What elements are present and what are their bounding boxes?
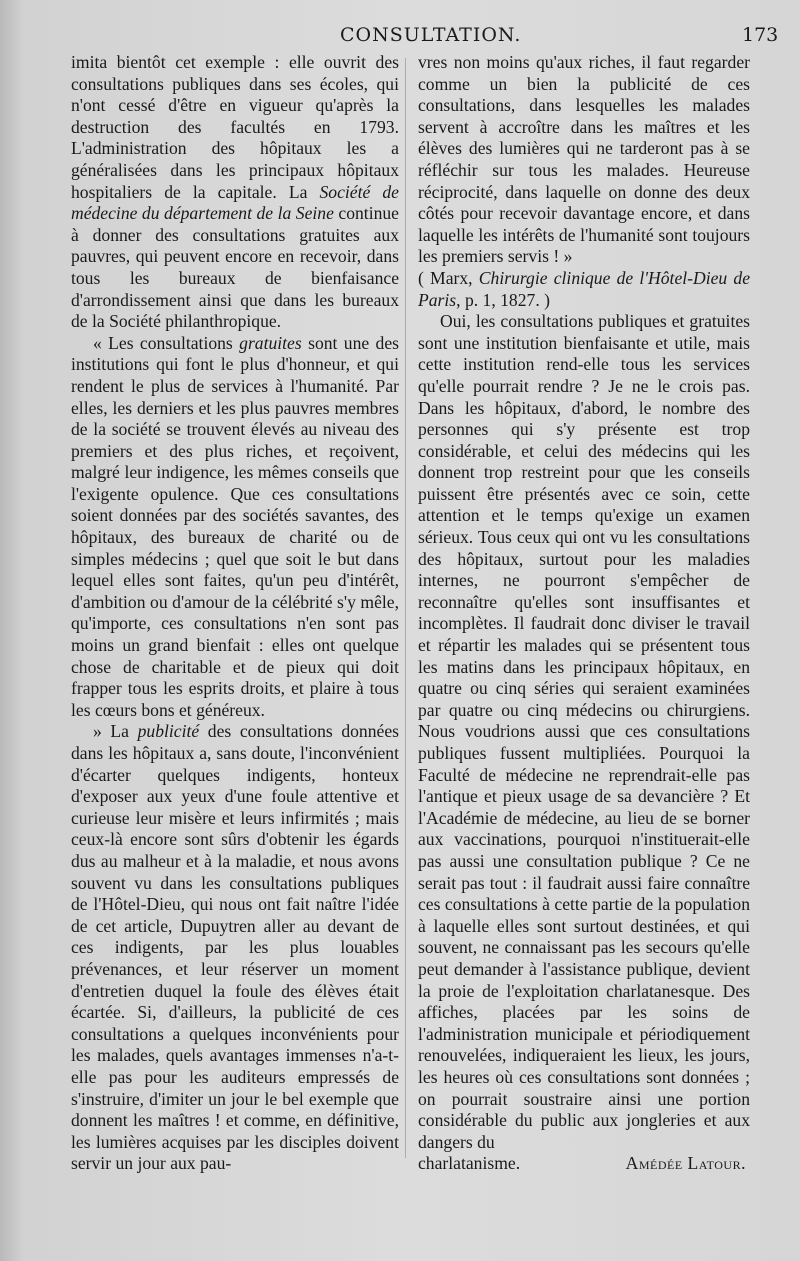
last-word: charlatanisme. [418, 1153, 521, 1174]
paragraph-2-end: sont une des institutions qui font le plus d'honneur, et qui rendent le plus de services à l'humanité. Par elles, les derniers et les plus pauvres membres de la société se trouvent élevés au niveau des premiers et des plus riches, et reçoivent, malgré leur indigence, les mêmes conseils que l'exigente opulence. Que ces consultations soient données par des sociétés savantes, des hôpitaux, des bureaux de charité ou de simples médecins ; quel que soit le but dans lequel elles sont faites, qu'un peu d'intérêt, d'ambition ou d'amour de la célébrité s'y mêle, qu'importe, ces consultations n'en sont pas moins un grand bienfait : elles ont quelque chose de charitable et de pieux qui doit frapper tous les esprits droits, et plaire à tous les cœurs bons et généreux. [71, 332, 400, 720]
quote-continuation: vres non moins qu'aux riches, il faut regarder comme un bien la publicité de ces consultations, dans lesquelles les malades servent à accroître dans les maîtres et les élèves des lumières qui ne tarderont pas à se réfléchir sur tous les malades. Heureuse réciprocité, dans laquelle on donne des deux côtés pour recevoir davantage encore, et dans laquelle les intérêts de l'humanité sont toujours les premiers servis ! » [418, 52, 750, 267]
paragraph-4: Oui, les consultations publiques et gratuites sont une institution bienfaisante et utile, mais cette institution rend-elle tous les services qu'elle pourrait rendre ? Je ne le crois pas. Dans les hôpitaux, d'abord, le nombre des personnes qui s'y présente est trop considérable, et celui des médecins qui les donnent trop restreint pour que les conseils puissent être présentés avec ce soin, cette attention et le temps qu'exige un examen sérieux. Tous ceux qui ont vu les consultations des hôpitaux, surtout pour les maladies internes, ne pourront s'empêcher de reconnaître qu'elles sont insuffisantes et incomplètes. Il faudrait donc diviser le travail et répartir les malades qui se présentent tous les matins dans les principaux hôpitaux, en quatre ou cinq séries qui seraient examinées par quatre ou cinq médecins ou chirurgiens. Nous voudrions aussi que ces consultations publiques fussent multipliées. Pourquoi la Faculté de médecine ne reprendrait-elle pas l'antique et pieux usage de sa devancière ? Et l'Académie de médecine, au lieu de se borner aux vaccinations, pourquoi n'instituerait-elle pas aussi une consultation publique ? Ce ne serait pas tout : il faudrait aussi faire connaître ces consultations à cette partie de la population à laquelle elles sont surtout destinées, et qui souvent, ne connaissant pas les secours qu'elle peut demander à l'assistance publique, devient la proie de l'exploitation charlatanesque. Des affiches, placées par les soins de l'administration municipale et périodiquement renouvelées, indiqueraient les lieux, les jours, les heures où ces consultations sont données ; on pourrait soustraire ainsi une portion considérable du public aux jongleries et aux dangers du [418, 311, 750, 1152]
paragraph-3 [71, 721, 399, 1174]
paragraph-3-start: » La [93, 721, 129, 742]
citation-start: ( Marx, [418, 267, 473, 288]
page-title: CONSULTATION. [340, 24, 522, 46]
paragraph-3-italic: publicité [137, 721, 200, 742]
running-head [0, 22, 800, 48]
closing-line [418, 1153, 750, 1175]
page-number: 173 [742, 24, 779, 46]
left-column [71, 52, 399, 1175]
citation [418, 268, 750, 311]
citation-end: , p. 1, 1827. ) [456, 289, 550, 310]
right-column [418, 52, 750, 1175]
paragraph-1 [71, 52, 399, 333]
show-through-shadow [438, 1186, 778, 1210]
paragraph-2-italic: gratuites [239, 332, 302, 353]
column-divider [405, 58, 406, 1158]
paragraph-1-end: continue à donner des consultations gratuites aux pauvres, qui peuvent encore en recevoir, dans tous les bureaux de bienfaisance d'arrondissement ainsi que dans les bureaux de la Société philanthropique. [71, 203, 399, 332]
citation-title: Chirurgie clinique de l'Hôtel-Dieu de Paris [418, 267, 751, 310]
paragraph-3-end: des consultations données dans les hôpitaux a, sans doute, l'inconvénient d'écarter quelques indigents, honteux d'exposer aux yeux d'une foule attentive et curieuse leur misère et leurs infirmités ; mais ceux-là encore sont sûrs d'obtenir les égards dus au malheur et à la maladie, et nous avons souvent vu dans les consultations publiques de l'Hôtel-Dieu, qui nous ont fait naître l'idée de cet article, Dupuytren aller au devant de ces indigents, par les plus louables prévenances, et leur réserver un moment d'entretien duquel la foule des élèves était écartée. Si, d'ailleurs, la publicité de ces consultations a quelques inconvénients pour les malades, quels avantages immenses n'a-t-elle pas pour les auditeurs empressés de s'instruire, d'imiter un jour le bel exemple que donnent les maîtres ! et comme, en définitive, les lumières acquises par les disciples doivent servir un jour aux pau- [71, 721, 399, 1174]
society-name: Société de médecine du département de la Seine [71, 181, 399, 224]
paragraph-2-start: « Les consultations [93, 332, 233, 353]
paragraph-1-text: imita bientôt cet exemple : elle ouvrit des consultations publiques dans ses écoles, qui n'ont cessé d'être en vigueur qu'après la destruction des facultés en 1793. L'administration des hôpitaux les a généralisées dans les principaux hôpitaux hospitaliers de la capitale. La [71, 52, 399, 202]
author-signature: Amédée Latour. [625, 1153, 746, 1174]
paragraph-2 [71, 333, 399, 722]
